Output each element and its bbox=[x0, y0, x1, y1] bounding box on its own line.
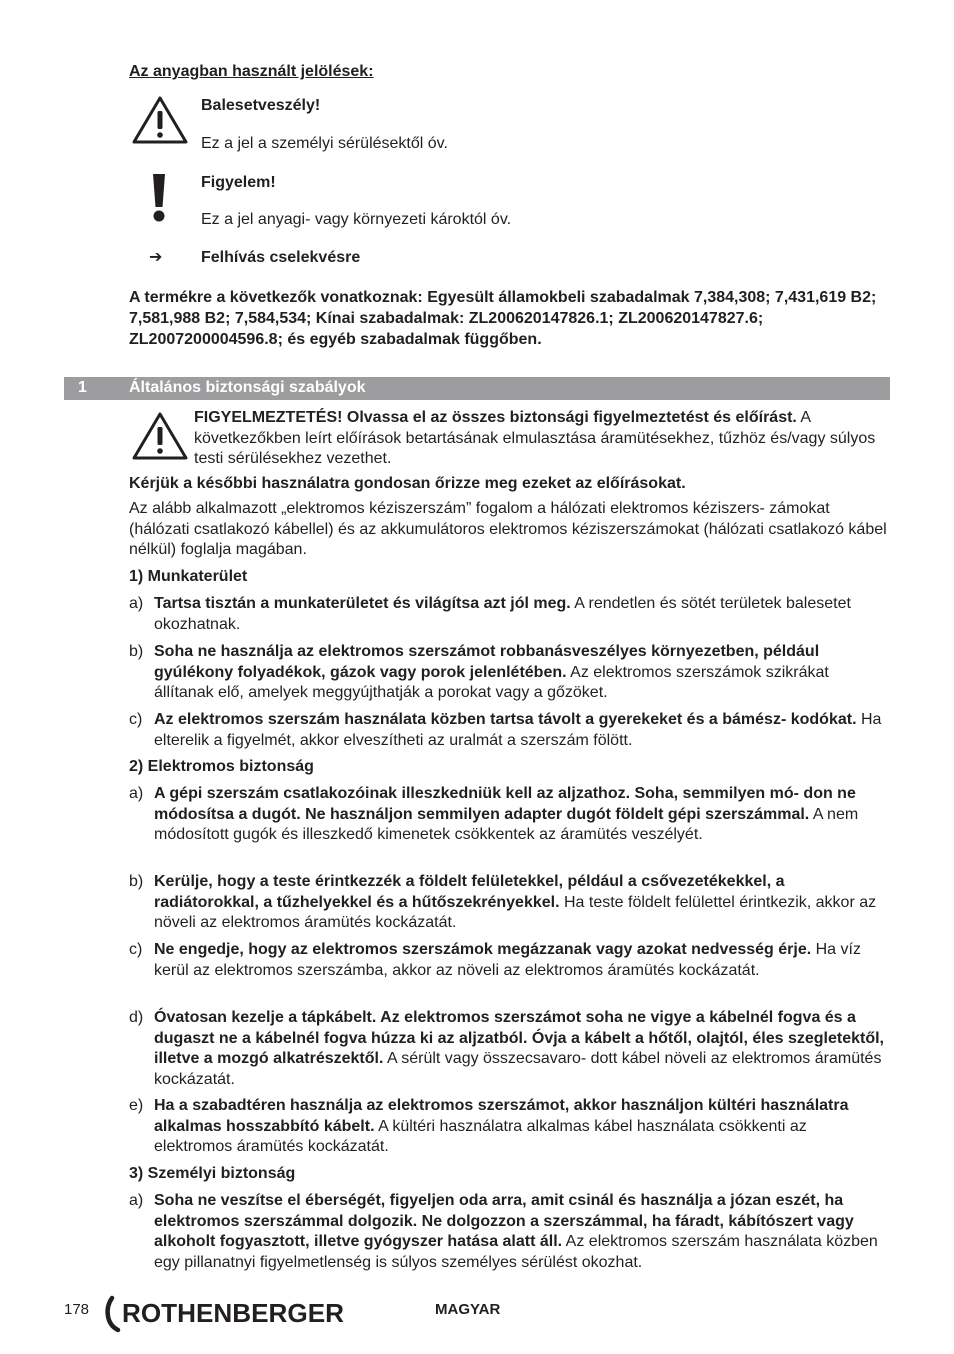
item-text: A kültéri használatra alkalmas kábel használata csökkenti az elektromos áramütés kockázatát. bbox=[154, 1117, 807, 1156]
item-bold: Kerülje, hogy a teste érintkezzék a földelt felületekkel, például a csővezetékekkel, a radiátorokkal, a tűzhelyekkel és a hűtőszekrényekkel. bbox=[154, 873, 785, 911]
item-letter: a) bbox=[129, 785, 144, 802]
list-item bbox=[129, 872, 889, 934]
language-label: MAGYAR bbox=[435, 1301, 501, 1318]
item-letter: b) bbox=[129, 873, 144, 890]
keep-instructions: Kérjük a későbbi használatra gondosan őrizze meg ezeket az előírásokat. bbox=[129, 475, 686, 492]
item-text: Ha elterelik a figyelmét, akkor elveszítheti az uralmát a szerszám fölött. bbox=[154, 711, 882, 749]
legend-title: Az anyagban használt jelölések: bbox=[129, 63, 374, 80]
danger-description: Ez a jel a személyi sérülésektől óv. bbox=[201, 135, 448, 152]
warning-triangle-icon bbox=[131, 410, 189, 462]
action-label: Felhívás cselekvésre bbox=[201, 249, 361, 266]
list-item bbox=[129, 1096, 889, 1158]
list-item bbox=[129, 710, 889, 751]
brand-wordmark: ROTHENBERGER bbox=[122, 1298, 345, 1328]
item-text: A nem módosított gugók és illeszkedő kimenetek csökkentek az áramütés veszélyét. bbox=[154, 805, 859, 844]
item-bold: Soha ne veszítse el éberségét, figyeljen oda arra, amit csinál és használja a józan eszét, ha elektromos szerszámmal dolgozik. Ne dolgozzon a szerszámmal, ha fáradt, kábítószert vagy alkoholt fogyasztott, illetve gyógyszer hatása alatt áll. bbox=[154, 1192, 854, 1251]
item-text: A sérült vagy összecsavaro- dott kábel növeli az elektromos áramütés kockázatát. bbox=[154, 1050, 882, 1088]
item-text: A rendetlen és sötét területek balesetet okozhatnak. bbox=[154, 595, 851, 633]
item-letter: c) bbox=[129, 711, 143, 728]
item-bold: Az elektromos szerszám használata közben tartsa távolt a gyerekeket és a bámész- kodókat. bbox=[154, 711, 857, 728]
item-bold: Ne engedje, hogy az elektromos szerszámok megázzanak vagy azokat nedvesség érje. bbox=[154, 941, 812, 958]
item-letter: b) bbox=[129, 643, 144, 660]
item-text: Ha teste földelt felülettel érintkezik, akkor az növeli az elektromos áramütés kockázatát. bbox=[154, 893, 877, 932]
intro-paragraph: Az alább alkalmazott „elektromos kéziszerszám” fogalom a hálózati elektromos kéziszers- zámokat (hálózati csatlakozó kábellel) és az akkumulátoros elektromos kéziszerszámokat (hálózati csatlakozó kábel nélkül) foglalja magában. bbox=[129, 500, 887, 559]
list-item bbox=[129, 940, 889, 981]
section-title: Általános biztonsági szabályok bbox=[129, 379, 366, 396]
attention-label: Figyelem! bbox=[201, 174, 276, 191]
warning-text: A következőkben leírt előírások betartásának elmulasztása áramütésekhez, tűzhöz és/vagy súlyos testi sérülésekhez vezethet. bbox=[194, 409, 876, 468]
subsection-heading: 1) Munkaterület bbox=[129, 568, 248, 585]
section-number: 1 bbox=[78, 379, 87, 396]
item-letter: a) bbox=[129, 1192, 144, 1209]
item-text: Az elektromos szerszámok szikrákat állítanak elő, amelyek meggyújthatják a porokat vagy a gőzöket. bbox=[154, 663, 829, 702]
arrow-right-icon: ➔ bbox=[149, 249, 163, 266]
item-bold: Tartsa tisztán a munkaterületet és világítsa azt jól meg. bbox=[154, 595, 571, 612]
item-bold: Óvatosan kezelje a tápkábelt. Az elektromos szerszámot soha ne vigye a kábelnél fogva és a dugaszt ne a kábelnél fogva húzza ki az aljzatból. Óvja a kábelt a hőtől, olajtól, éles szegletektől, illetve a mozgó alkatrészektől. bbox=[154, 1009, 884, 1068]
list-item bbox=[129, 1191, 889, 1273]
item-letter: c) bbox=[129, 941, 143, 958]
section-header bbox=[64, 377, 890, 400]
subsection-heading: 2) Elektromos biztonság bbox=[129, 758, 314, 775]
item-text: Az elektromos szerszám használata közben egy pillanatnyi figyelmetlenség is súlyos személyes sérülést okozhat. bbox=[154, 1233, 878, 1271]
page-number: 178 bbox=[64, 1301, 90, 1318]
list-item bbox=[129, 594, 889, 635]
list-item bbox=[129, 784, 889, 846]
exclamation-icon bbox=[147, 170, 171, 225]
item-bold: Ha a szabadtéren használja az elektromos szerszámot, akkor használjon kültéri használatra alkalmas hosszabbító kábelt. bbox=[154, 1097, 849, 1135]
subsection-heading: 3) Személyi biztonság bbox=[129, 1165, 296, 1182]
item-text: Ha víz kerül az elektromos szerszámba, akkor az növeli az elektromos áramütés kockázatát. bbox=[154, 941, 861, 979]
item-bold: Soha ne használja az elektromos szerszámot robbanásveszélyes környezetben, például gyúlékony folyadékok, gázok vagy porok jelenlétében. bbox=[154, 643, 820, 681]
item-bold: A gépi szerszám csatlakozóinak illeszkedniük kell az aljzathoz. Soha, semmilyen mó- don ne módosítsa a dugót. Ne használjon semmilyen adapter dugót földelt gépi szerszámmal. bbox=[154, 785, 856, 823]
danger-label: Balesetveszély! bbox=[201, 97, 321, 114]
patent-notice: A termékre a következők vonatkoznak: Egyesült államokbeli szabadalmak 7,384,308; 7,431,619 B2; 7,581,988 B2; 7,584,534; Kínai szabadalmak: ZL200620147826.1; ZL200620147827.6; ZL2007200004596.8; és egyéb szabadalmak függőben. bbox=[129, 289, 877, 348]
item-letter: e) bbox=[129, 1097, 144, 1114]
warning-triangle-icon bbox=[131, 94, 189, 146]
rothenberger-logo bbox=[104, 1294, 350, 1334]
warning-heading: FIGYELMEZTETÉS! Olvassa el az összes biztonsági figyelmeztetést és előírást. bbox=[194, 409, 797, 426]
item-letter: d) bbox=[129, 1009, 144, 1026]
list-item bbox=[129, 1008, 889, 1090]
general-warning bbox=[194, 408, 889, 470]
list-item bbox=[129, 642, 889, 704]
attention-description: Ez a jel anyagi- vagy környezeti károktól óv. bbox=[201, 211, 512, 228]
item-letter: a) bbox=[129, 595, 144, 612]
